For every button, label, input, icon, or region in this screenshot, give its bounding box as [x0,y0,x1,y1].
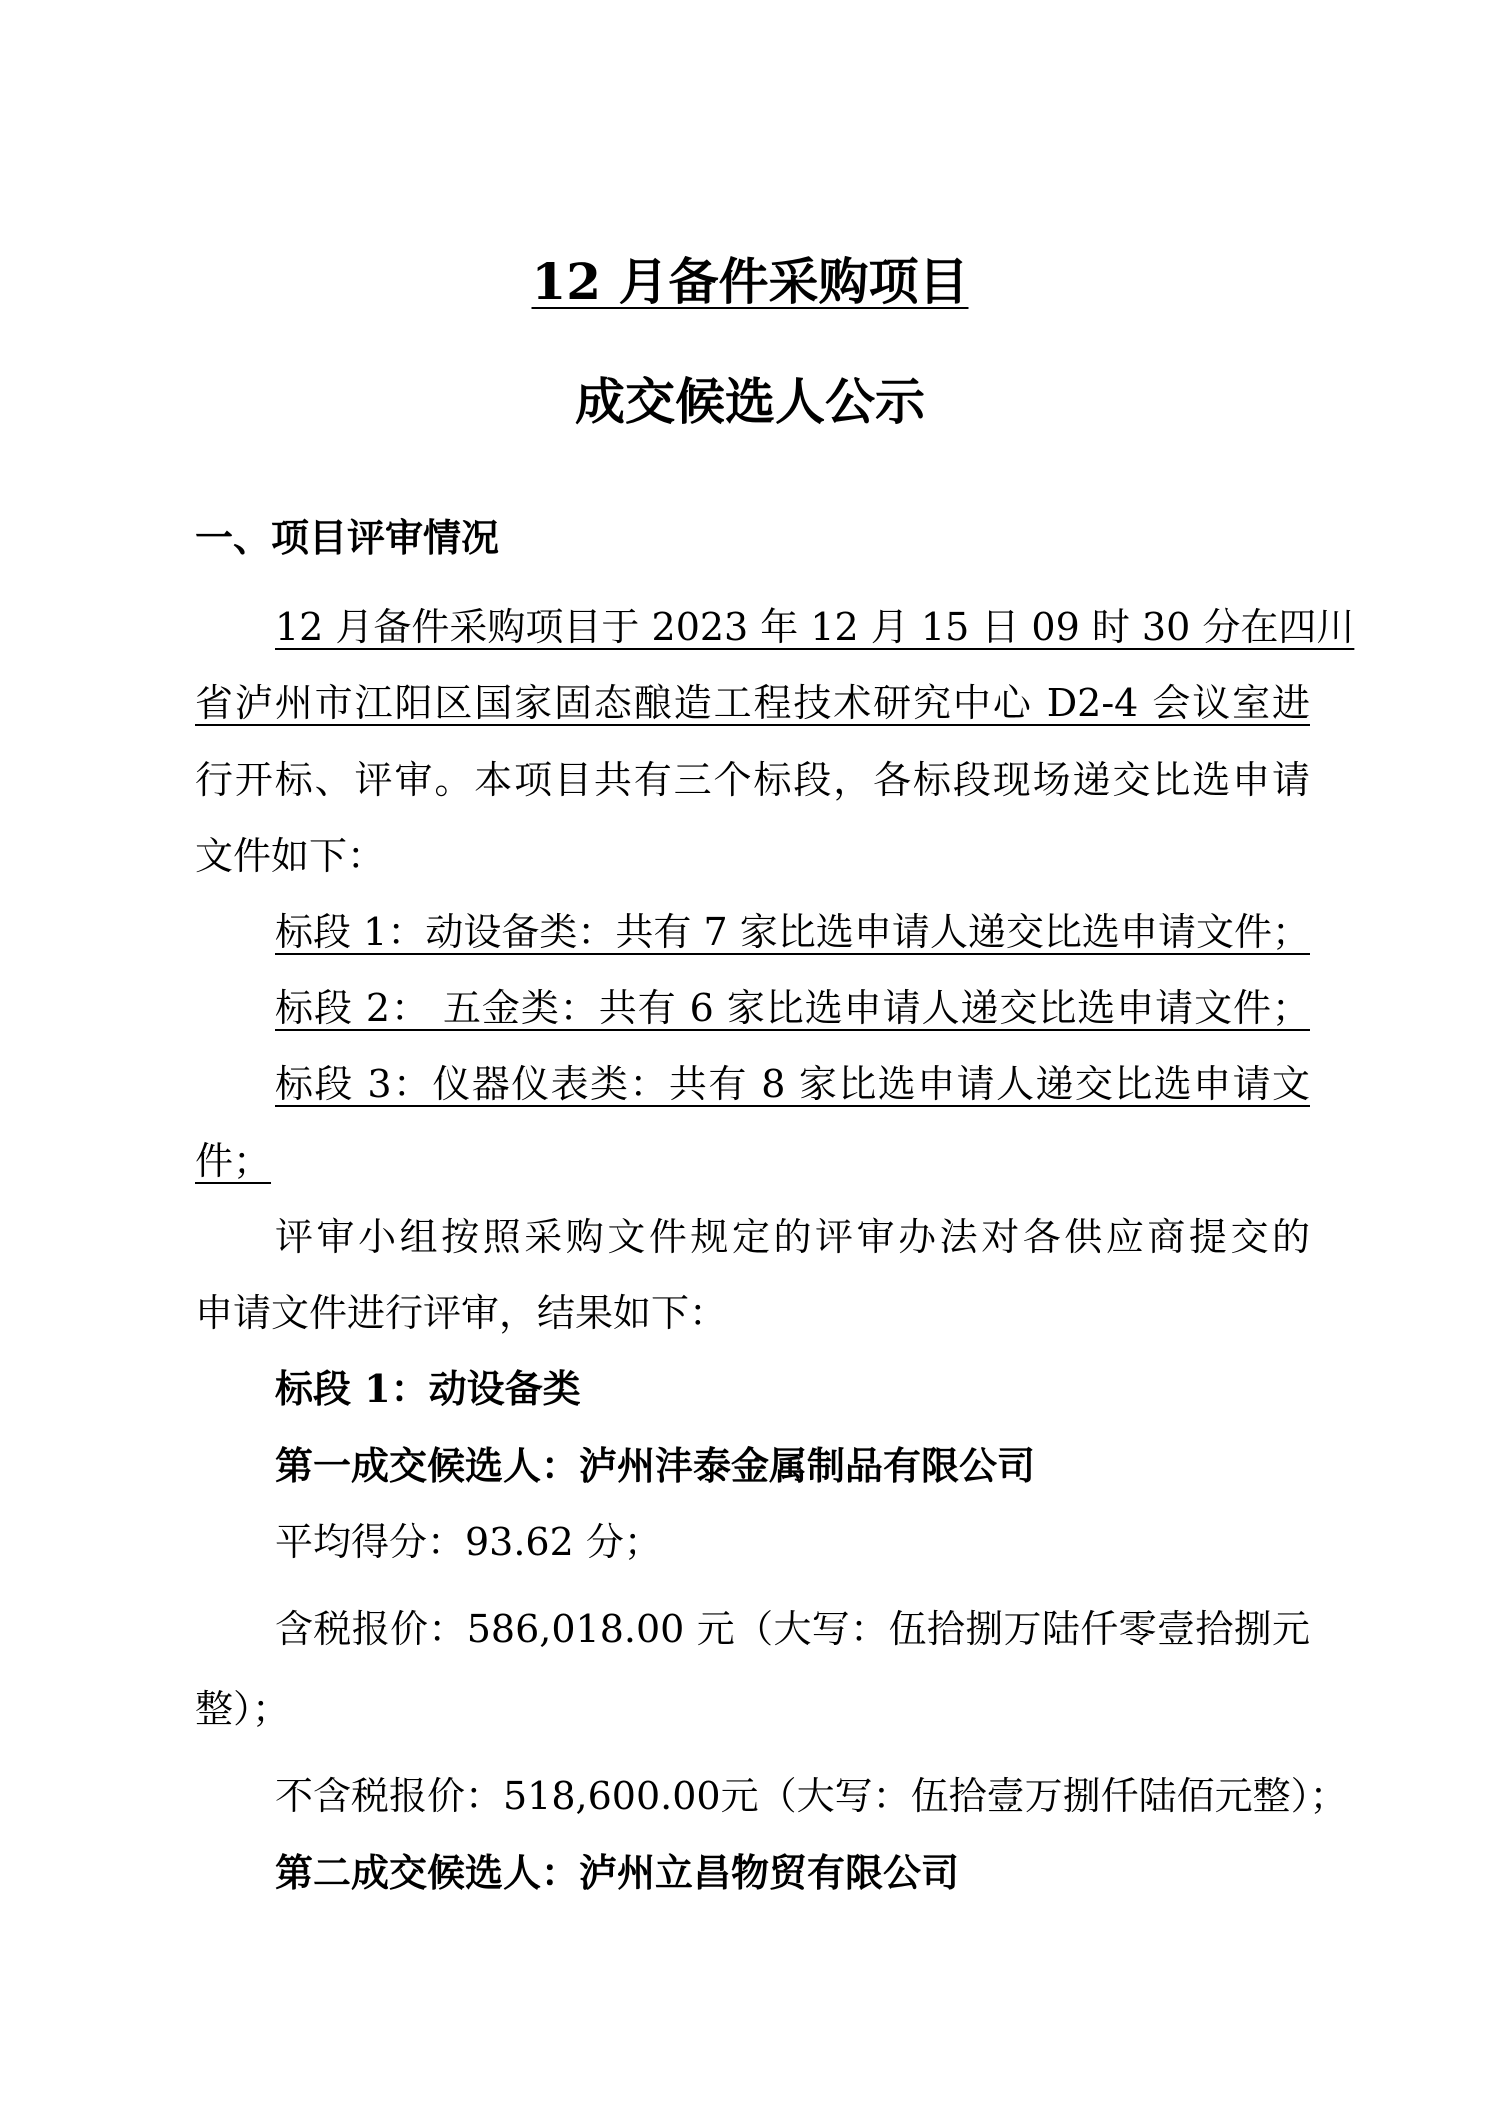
paragraph-line: 行开标、评审。本项目共有三个标段，各标段现场递交比选申请 [195,758,1310,802]
average-score: 平均得分：93.62 分； [275,1520,662,1564]
price-without-tax: 不含税报价：518,600.00元（大写：伍拾壹万捌仟陆佰元整）； [275,1774,1348,1818]
second-candidate: 第二成交候选人：泸州立昌物贸有限公司 [275,1850,960,1895]
title-project-name: 12 月备件采购项目 [531,252,969,311]
paragraph-line: 12 月备件采购项目于 2023 年 12 月 15 日 09 时 30 分在四川 [275,605,1355,649]
section-heading: 一、项目评审情况 [195,515,500,560]
paragraph-line: 省泸州市江阳区国家固态酿造工程技术研究中心 D2-4 会议室进 [195,681,1310,725]
paragraph-line: 评审小组按照采购文件规定的评审办法对各供应商提交的 [275,1215,1310,1259]
first-candidate: 第一成交候选人：泸州沣泰金属制品有限公司 [275,1443,1036,1488]
lot-item: 标段 2： 五金类：共有 6 家比选申请人递交比选申请文件； [275,986,1310,1030]
price-with-tax: 含税报价：586,018.00 元（大写：伍拾捌万陆仟零壹拾捌元 [275,1607,1310,1651]
lot-item-continued: 件； [195,1139,272,1183]
lot-item: 标段 3：仪器仪表类：共有 8 家比选申请人递交比选申请文 [275,1062,1310,1106]
document-title-line1 [0,252,1500,312]
paragraph-line: 申请文件进行评审，结果如下： [195,1291,728,1335]
lot1-heading: 标段 1：动设备类 [275,1366,581,1411]
document-title-line2: 成交候选人公示 [575,372,925,431]
paragraph-line: 文件如下： [195,834,386,878]
price-with-tax-continued: 整）； [195,1687,291,1731]
lot-item: 标段 1：动设备类：共有 7 家比选申请人递交比选申请文件； [275,910,1310,954]
